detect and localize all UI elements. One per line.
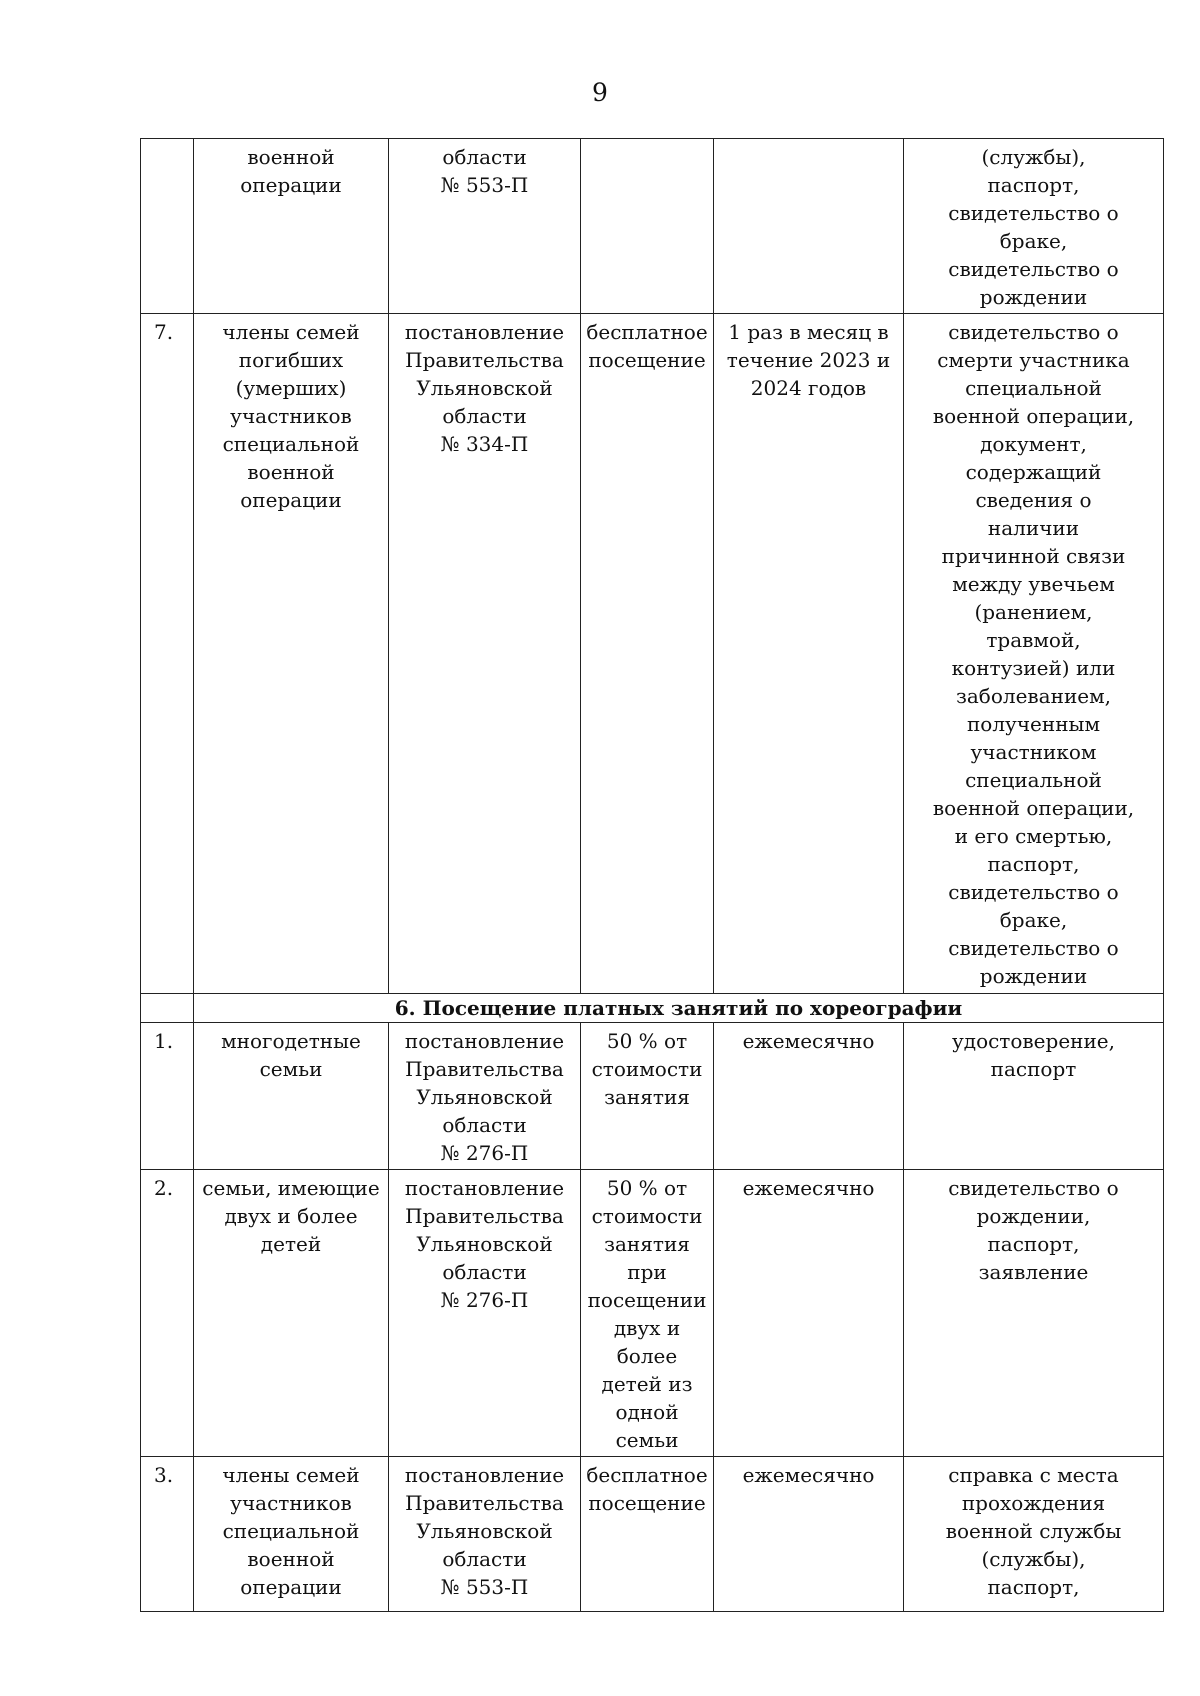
documents-cell: (службы), паспорт, свидетельство о браке, свидетельство о рождении	[904, 139, 1164, 314]
frequency-cell: ежемесячно	[714, 1457, 904, 1612]
table-row	[141, 139, 1164, 314]
section-title: 6. Посещение платных занятий по хореографии	[194, 994, 1164, 1023]
section-number-cell	[141, 994, 194, 1023]
discount-cell	[581, 139, 714, 314]
documents-cell: свидетельство о рождении, паспорт, заявление	[904, 1170, 1164, 1457]
discount-cell: бесплатное посещение	[581, 314, 714, 994]
table-row	[141, 1170, 1164, 1457]
documents-cell: удостоверение, паспорт	[904, 1023, 1164, 1170]
section-header-row	[141, 994, 1164, 1023]
frequency-cell: ежемесячно	[714, 1023, 904, 1170]
category-cell: члены семей погибших (умерших) участников специальной военной операции	[194, 314, 389, 994]
category-cell: многодетные семьи	[194, 1023, 389, 1170]
page-number: 9	[592, 78, 608, 107]
category-cell: члены семей участников специальной военной операции	[194, 1457, 389, 1612]
frequency-cell: 1 раз в месяц в течение 2023 и 2024 годов	[714, 314, 904, 994]
row-number: 2.	[141, 1170, 194, 1457]
category-cell: военной операции	[194, 139, 389, 314]
row-number	[141, 139, 194, 314]
legal-basis-cell: постановление Правительства Ульяновской области № 334-П	[389, 314, 581, 994]
legal-basis-cell: постановление Правительства Ульяновской области № 276-П	[389, 1170, 581, 1457]
legal-basis-cell: постановление Правительства Ульяновской области № 553-П	[389, 1457, 581, 1612]
discount-cell: 50 % от стоимости занятия	[581, 1023, 714, 1170]
discount-cell: 50 % от стоимости занятия при посещении двух и более детей из одной семьи	[581, 1170, 714, 1457]
legal-basis-cell: постановление Правительства Ульяновской области № 276-П	[389, 1023, 581, 1170]
category-cell: семьи, имеющие двух и более детей	[194, 1170, 389, 1457]
discount-cell: бесплатное посещение	[581, 1457, 714, 1612]
row-number: 7.	[141, 314, 194, 994]
legal-basis-cell: области № 553-П	[389, 139, 581, 314]
table-row	[141, 1023, 1164, 1170]
table-row	[141, 314, 1164, 994]
frequency-cell: ежемесячно	[714, 1170, 904, 1457]
row-number: 1.	[141, 1023, 194, 1170]
benefits-table	[140, 138, 1164, 1612]
row-number: 3.	[141, 1457, 194, 1612]
frequency-cell	[714, 139, 904, 314]
table-row	[141, 1457, 1164, 1612]
documents-cell: свидетельство о смерти участника специальной военной операции, документ, содержащий сведения о наличии причинной связи между увечьем (ранением, травмой, контузией) или заболеванием, полученным участником специальной военной операции, и его смертью, паспорт, свидетельство о браке, свидетельство о рождении	[904, 314, 1164, 994]
documents-cell: справка с места прохождения военной службы (службы), паспорт,	[904, 1457, 1164, 1612]
